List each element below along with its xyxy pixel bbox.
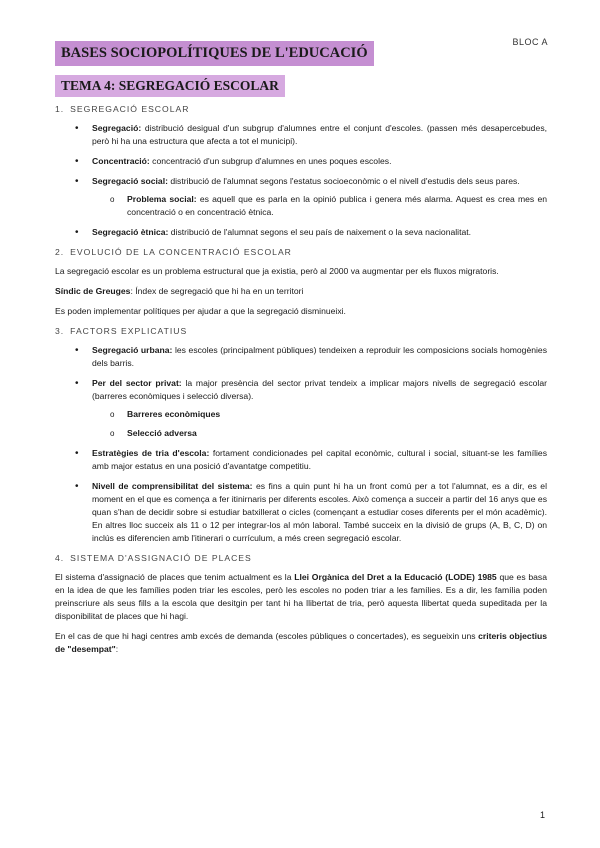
sub-list-item: o Barreres econòmiques — [92, 408, 547, 421]
topic-title: TEMA 4: SEGREGACIÓ ESCOLAR — [55, 75, 285, 97]
bloc-label: BLOC A — [512, 37, 548, 47]
section-heading-1: 1. SEGREGACIÓ ESCOLAR — [55, 104, 190, 114]
paragraph: Síndic de Greuges: Índex de segregació que hi ha en un territori — [55, 286, 304, 296]
sub-list-item: o Problema social: es aquell que es parla en la opinió publica i genera més alarma. Aquest es crea mes en concentració o en concentració ètnica. — [92, 193, 547, 219]
document-title: BASES SOCIOPOLÍTIQUES DE L'EDUCACIÓ — [55, 41, 374, 66]
sub-list — [92, 193, 547, 219]
document-body — [55, 103, 547, 663]
list-item: • Per del sector privat: la major presència del sector privat tendeix a implicar majors nivells de segregació escolar (barreres econòmiques i selecció diversa). o Barreres econòmiques o Selecció adversa — [55, 377, 547, 440]
list-item: • Segregació ètnica: distribució de l'alumnat segons el seu país de naixement o la seva nacionalitat. — [55, 226, 547, 239]
paragraph: El sistema d'assignació de places que tenim actualment es la Llei Orgànica del Dret a la Educació (LODE) 1985 que es basa en la idea de que les famílies poden triar les escoles, però les escoles no poden triar a les famílies. Es a dir, les família poden preinscriure als seus fills a la escola que desitgin per tant hi ha llibertat de tria, però aquesta llibertat queda supeditada per la disponibilitat de places que hi hagi. — [55, 572, 547, 621]
sub-list — [92, 408, 547, 440]
list-item: • Segregació urbana: les escoles (principalment públiques) tendeixen a reproduir les composicions socials homogènies dels barris. — [55, 344, 547, 370]
section-heading-2: 2. EVOLUCIÓ DE LA CONCENTRACIÓ ESCOLAR — [55, 247, 292, 257]
list-item: • Concentració: concentració d'un subgrup d'alumnes en unes poques escoles. — [55, 155, 547, 168]
list-item: • Estratègies de tria d'escola: fortament condicionades pel capital econòmic, cultural i social, situant-se les famílies amb major estatus en una posició d'avantatge competitiu. — [55, 447, 547, 473]
section-1-list — [55, 122, 547, 239]
paragraph: En el cas de que hi hagi centres amb excés de demanda (escoles públiques o concertades), es segueixin uns criteris objectius de "desempat": — [55, 631, 547, 654]
page-number: 1 — [539, 810, 545, 820]
list-item: • Segregació social: distribució de l'alumnat segons l'estatus socioeconòmic o el nivell d'estudis dels seus pares. o Problema social: es aquell que es parla en la opinió publica i genera més alarma. Aquest es crea mes en concentració o en concentració ètnica. — [55, 175, 547, 219]
paragraph: Es poden implementar polítiques per ajudar a que la segregació disminueixi. — [55, 306, 346, 316]
section-3-list — [55, 344, 547, 545]
paragraph: La segregació escolar es un problema estructural que ja existia, però al 2000 va augmentar per els fluxos migratoris. — [55, 266, 499, 276]
list-item: • Segregació: distribució desigual d'un subgrup d'alumnes entre el conjunt d'escoles. (passen més desapercebudes, però hi ha una estructura que afecta a tot el municipi). — [55, 122, 547, 148]
section-heading-4: 4. SISTEMA D'ASSIGNACIÓ DE PLACES — [55, 553, 252, 563]
sub-list-item: o Selecció adversa — [92, 427, 547, 440]
list-item: • Nivell de comprensibilitat del sistema: es fins a quin punt hi ha un front comú per a tot l'alumnat, es a dir, es el moment en el que es comença a fer itinirnaris per diferents escoles. Això comença a succeir a partir del 16 anys que es quan s'han de decidir sobre si estudiar batxillerat o cicles (començant a estudiar coses diferents per el món acadèmic). En altres lloc succeix als 11 o 12 per integrar-los al món laboral. També succeix en la divisió de grups (A, B, C, D) on inclús es diferencien amb l'itinerari o currículum, a més creen segregació escolar. — [55, 480, 547, 545]
section-heading-3: 3. FACTORS EXPLICATIUS — [55, 326, 188, 336]
